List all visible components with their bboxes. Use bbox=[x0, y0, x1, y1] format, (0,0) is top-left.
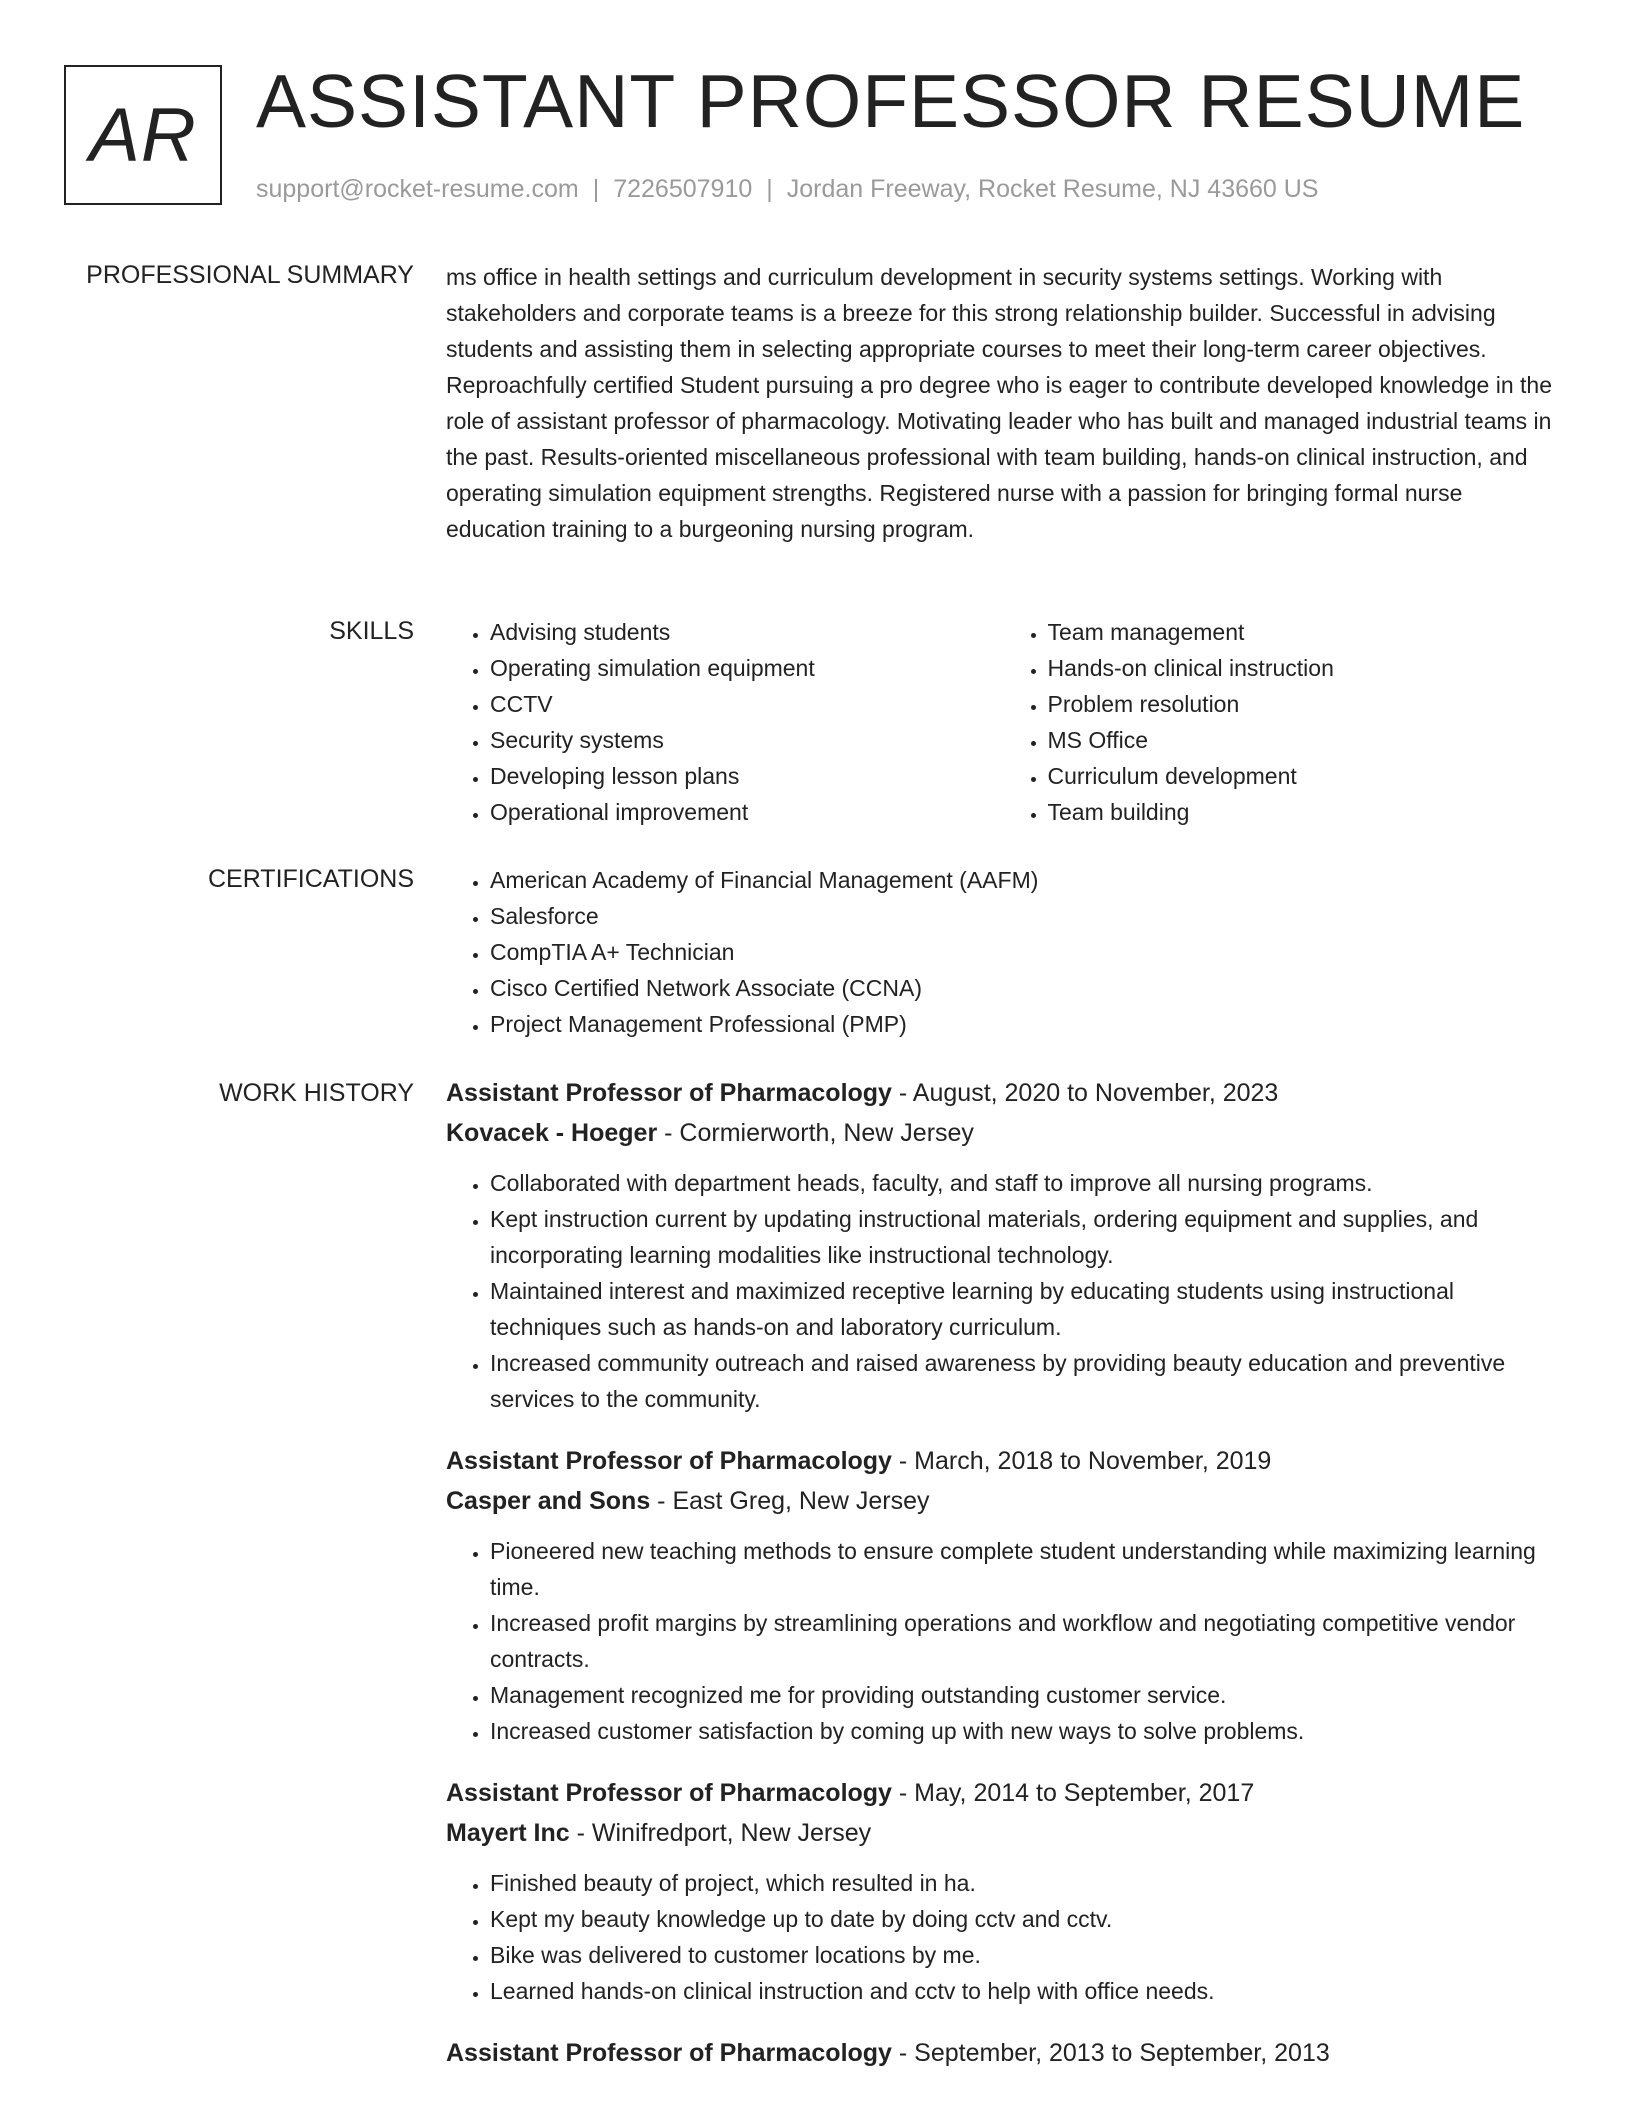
job-bullets bbox=[446, 1533, 1561, 1749]
skills-list-right bbox=[1004, 614, 1562, 830]
certifications-list-wrap bbox=[446, 862, 1561, 1042]
job-title-line bbox=[446, 1073, 1561, 1113]
skill-item: • Security systems bbox=[490, 722, 1004, 758]
job-dates: - September, 2013 to September, 2013 bbox=[891, 2039, 1330, 2067]
section-label-skills: SKILLS bbox=[329, 617, 414, 645]
job-bullet: • Learned hands-on clinical instruction and cctv to help with office needs. bbox=[490, 1973, 1561, 2009]
skill-item: • Advising students bbox=[490, 614, 1004, 650]
work-history-list bbox=[446, 1073, 1561, 2097]
job-bullet: • Increased customer satisfaction by coming up with new ways to solve problems. bbox=[490, 1713, 1561, 1749]
job-location: - East Greg, New Jersey bbox=[650, 1487, 930, 1515]
job-entry bbox=[446, 1441, 1561, 1749]
job-bullet: • Collaborated with department heads, faculty, and staff to improve all nursing programs. bbox=[490, 1165, 1561, 1201]
skill-item: • Team management bbox=[1048, 614, 1562, 650]
contact-email: support@rocket-resume.com bbox=[256, 175, 579, 203]
certification-item: • Salesforce bbox=[490, 898, 1561, 934]
job-company: Mayert Inc bbox=[446, 1819, 570, 1847]
job-title: Assistant Professor of Pharmacology bbox=[446, 1779, 892, 1807]
certification-item: • Project Management Professional (PMP) bbox=[490, 1006, 1561, 1042]
skill-item: • Hands-on clinical instruction bbox=[1048, 650, 1562, 686]
job-company: Casper and Sons bbox=[446, 1487, 651, 1515]
job-entry bbox=[446, 2033, 1561, 2073]
job-company-line bbox=[446, 1481, 1561, 1521]
job-company-line bbox=[446, 1113, 1561, 1153]
skill-item: • Operational improvement bbox=[490, 794, 1004, 830]
job-entry bbox=[446, 1773, 1561, 2009]
job-dates: - March, 2018 to November, 2019 bbox=[891, 1447, 1272, 1475]
skills-grid bbox=[446, 614, 1561, 830]
certification-item: • CompTIA A+ Technician bbox=[490, 934, 1561, 970]
section-label-work-history: WORK HISTORY bbox=[219, 1079, 414, 1107]
job-title: Assistant Professor of Pharmacology bbox=[446, 1079, 892, 1107]
job-bullet: • Kept instruction current by updating instructional materials, ordering equipment and supplies, and incorporating learning modalities like instructional technology. bbox=[490, 1201, 1561, 1273]
skill-item: • Operating simulation equipment bbox=[490, 650, 1004, 686]
contact-separator: | bbox=[592, 175, 600, 203]
job-location: - Cormierworth, New Jersey bbox=[657, 1119, 974, 1147]
contact-line bbox=[256, 172, 1318, 206]
job-bullet: • Management recognized me for providing outstanding customer service. bbox=[490, 1677, 1561, 1713]
job-location: - Winifredport, New Jersey bbox=[569, 1819, 872, 1847]
section-label-certifications: CERTIFICATIONS bbox=[207, 865, 414, 893]
certification-item: • American Academy of Financial Management (AAFM) bbox=[490, 862, 1561, 898]
job-bullet: • Increased profit margins by streamlining operations and workflow and negotiating competitive vendor contracts. bbox=[490, 1605, 1561, 1677]
job-dates: - May, 2014 to September, 2017 bbox=[891, 1779, 1255, 1807]
contact-phone: 7226507910 bbox=[613, 175, 753, 203]
skill-item: • CCTV bbox=[490, 686, 1004, 722]
monogram-box: AR bbox=[64, 65, 222, 205]
skill-item: • Problem resolution bbox=[1048, 686, 1562, 722]
job-title: Assistant Professor of Pharmacology bbox=[446, 2039, 892, 2067]
job-title-line bbox=[446, 1773, 1561, 1813]
job-title-line bbox=[446, 1441, 1561, 1481]
job-title-line bbox=[446, 2033, 1561, 2073]
skills-list-left bbox=[446, 614, 1004, 830]
job-company-line bbox=[446, 1813, 1561, 1853]
summary-text: ms office in health settings and curriculum development in security systems settings. Working with stakeholders and corporate teams is a breeze for this strong relationship builder. Successful in advising students and assisting them in selecting appropriate courses to meet their long-term career objectives. Reproachfully certified Student pursuing a pro degree who is eager to contribute developed knowledge in the role of assistant professor of pharmacology. Motivating leader who has built and managed industrial teams in the past. Results-oriented miscellaneous professional with team building, hands-on clinical instruction, and operating simulation equipment strengths. Registered nurse with a passion for bringing formal nurse education training to a burgeoning nursing program. bbox=[446, 264, 1552, 542]
job-bullet: • Increased community outreach and raised awareness by providing beauty education and preventive services to the community. bbox=[490, 1345, 1561, 1417]
job-title: Assistant Professor of Pharmacology bbox=[446, 1447, 892, 1475]
contact-address: Jordan Freeway, Rocket Resume, NJ 43660 US bbox=[786, 175, 1319, 203]
job-bullet: • Maintained interest and maximized receptive learning by educating students using instructional techniques such as hands-on and laboratory curriculum. bbox=[490, 1273, 1561, 1345]
job-bullet: • Pioneered new teaching methods to ensure complete student understanding while maximizing learning time. bbox=[490, 1533, 1561, 1605]
skill-item: • MS Office bbox=[1048, 722, 1562, 758]
contact-separator: | bbox=[766, 175, 773, 203]
skill-item: • Curriculum development bbox=[1048, 758, 1562, 794]
certifications-list bbox=[446, 862, 1561, 1042]
job-company: Kovacek - Hoeger bbox=[446, 1119, 658, 1147]
job-bullet: • Finished beauty of project, which resulted in ha. bbox=[490, 1865, 1561, 1901]
skill-item: • Team building bbox=[1048, 794, 1562, 830]
job-bullets bbox=[446, 1165, 1561, 1417]
section-label-summary: PROFESSIONAL SUMMARY bbox=[86, 261, 414, 289]
job-bullets bbox=[446, 1865, 1561, 2009]
job-bullet: • Kept my beauty knowledge up to date by doing cctv and cctv. bbox=[490, 1901, 1561, 1937]
skill-item: • Developing lesson plans bbox=[490, 758, 1004, 794]
job-dates: - August, 2020 to November, 2023 bbox=[891, 1079, 1279, 1107]
job-entry bbox=[446, 1073, 1561, 1417]
certification-item: • Cisco Certified Network Associate (CCNA) bbox=[490, 970, 1561, 1006]
job-bullet: • Bike was delivered to customer locations by me. bbox=[490, 1937, 1561, 1973]
resume-title: ASSISTANT PROFESSOR RESUME bbox=[256, 59, 1526, 143]
